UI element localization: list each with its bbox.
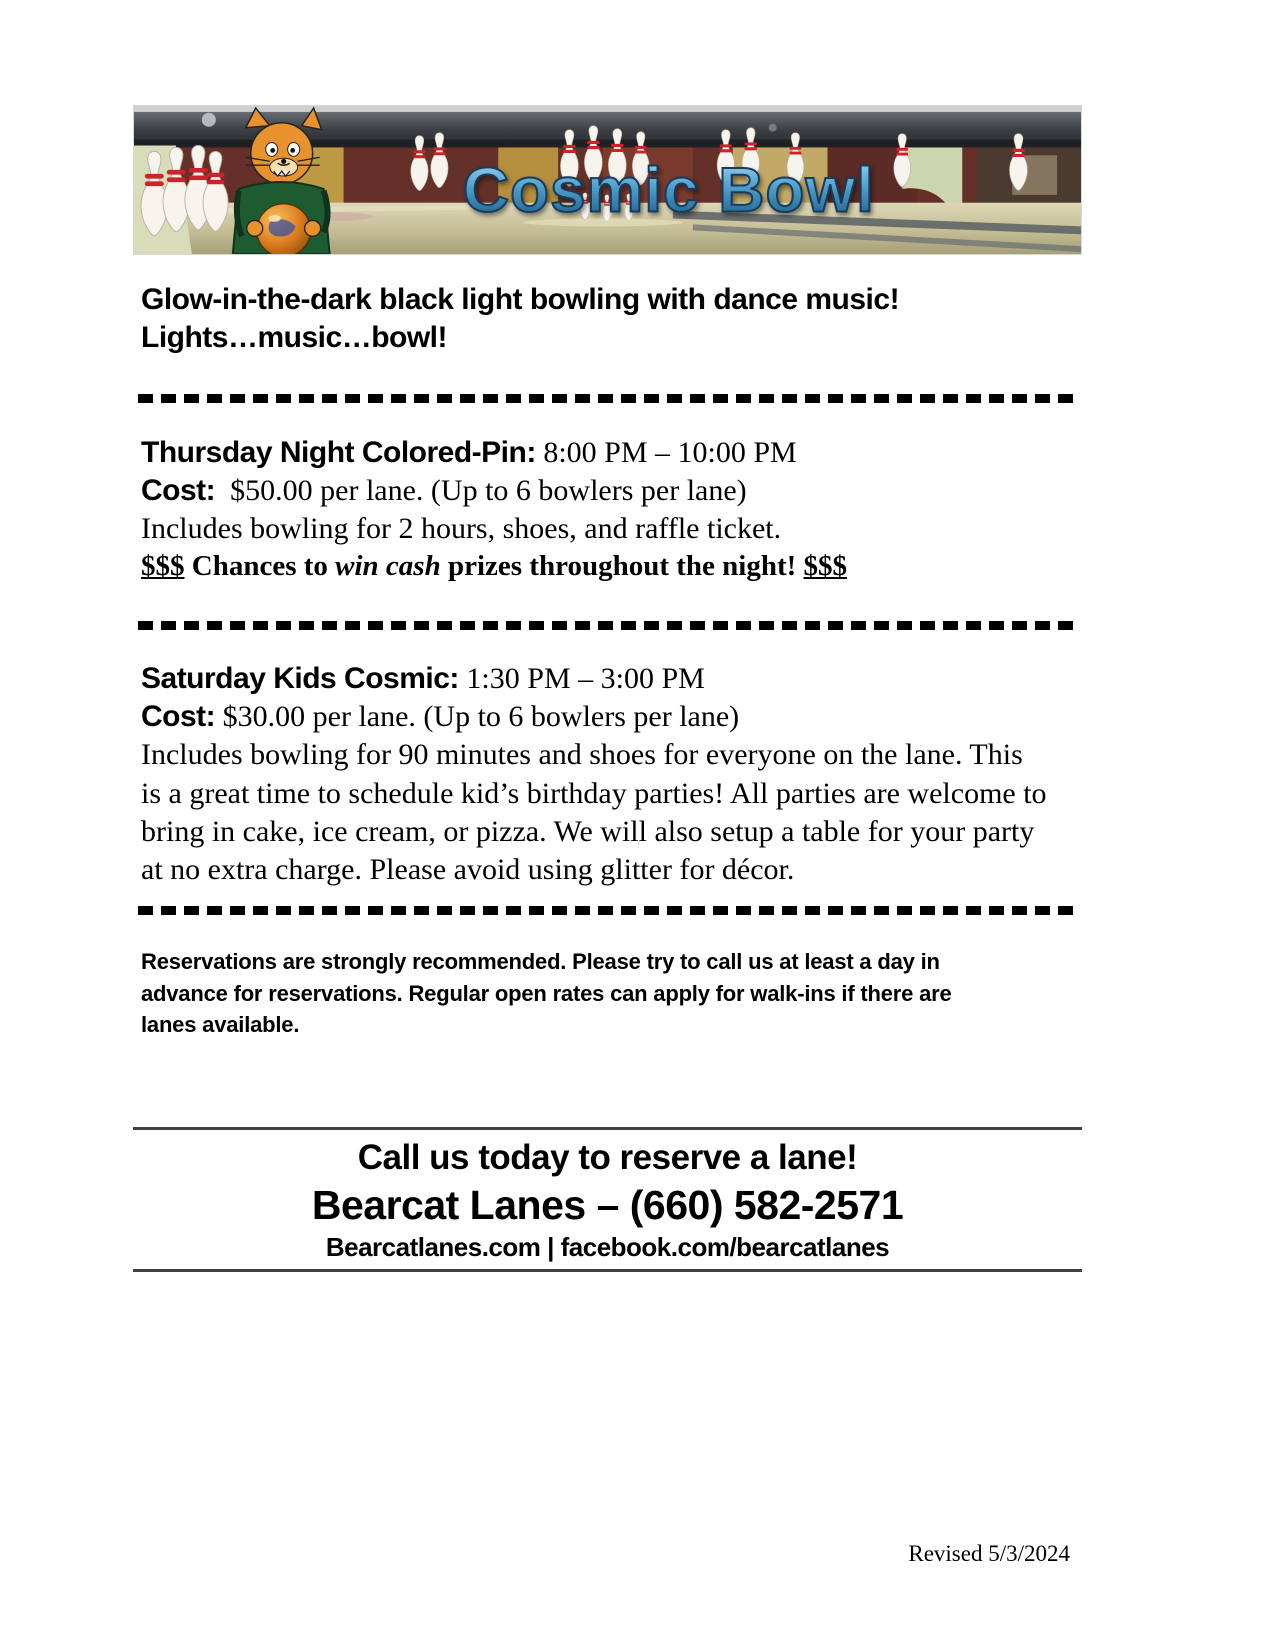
header-photo	[133, 105, 1082, 255]
promo-dollars-right: $$$	[803, 550, 848, 583]
thursday-label: Thursday Night Colored-Pin:	[141, 436, 536, 470]
cta-line-2: Bearcat Lanes – (660) 582-2571	[311, 1181, 904, 1228]
cta-bottom-rule	[133, 1269, 1082, 1272]
thursday-cost-label: Cost:	[141, 474, 216, 508]
revised-date: Revised 5/3/2024	[908, 1541, 1070, 1566]
thursday-heading	[141, 434, 1082, 472]
promo-post: prizes throughout the night!	[440, 550, 804, 583]
saturday-heading	[141, 660, 1082, 698]
thursday-promo	[141, 548, 1082, 585]
dashed-divider-1	[138, 394, 1080, 403]
saturday-cost-value: $30.00 per lane. (Up to 6 bowlers per lane)	[215, 700, 740, 734]
cta-line-1: Call us today to reserve a lane!	[357, 1137, 858, 1177]
promo-win-cash: win cash	[335, 550, 441, 583]
cosmic-bowl-title: Cosmic Bowl	[462, 155, 875, 226]
thursday-includes: Includes bowling for 2 hours, shoes, and raffle ticket.	[141, 512, 782, 546]
thursday-cost	[141, 472, 1082, 510]
intro-line-1: Glow-in-the-dark black light bowling with dance music!	[141, 283, 900, 316]
thursday-cost-value: $50.00 per lane. (Up to 6 bowlers per lane)	[215, 474, 747, 508]
saturday-label: Saturday Kids Cosmic:	[141, 662, 459, 696]
reservations-note: Reservations are strongly recommended. Please try to call us at least a day in advance for reservations. Regular open rates can apply for walk-ins if there are lanes available.	[141, 948, 952, 1038]
dashed-divider-2	[138, 621, 1080, 630]
saturday-section	[133, 660, 1082, 889]
promo-pre: Chances to	[184, 550, 336, 583]
flyer-content	[133, 105, 1082, 1272]
intro-heading	[133, 281, 1082, 357]
cta-block	[133, 1130, 1082, 1269]
dashed-divider-3	[138, 906, 1080, 915]
saturday-body: Includes bowling for 90 minutes and shoes for everyone on the lane. This is a great time to schedule kid’s birthday parties! All parties are welcome to bring in cake, ice cream, or pizza. We will also setup a table for your party at no extra charge. Please avoid using glitter for décor.	[141, 738, 1047, 886]
cta-line-3: Bearcatlanes.com | facebook.com/bearcatlanes	[325, 1231, 890, 1262]
saturday-time: 1:30 PM – 3:00 PM	[458, 662, 705, 696]
thursday-section	[133, 434, 1082, 585]
intro-line-2: Lights…music…bowl!	[141, 321, 447, 355]
thursday-time: 8:00 PM – 10:00 PM	[535, 436, 797, 470]
promo-dollars-left: $$$	[141, 550, 185, 583]
saturday-cost	[141, 698, 1082, 736]
saturday-cost-label: Cost:	[141, 700, 216, 734]
